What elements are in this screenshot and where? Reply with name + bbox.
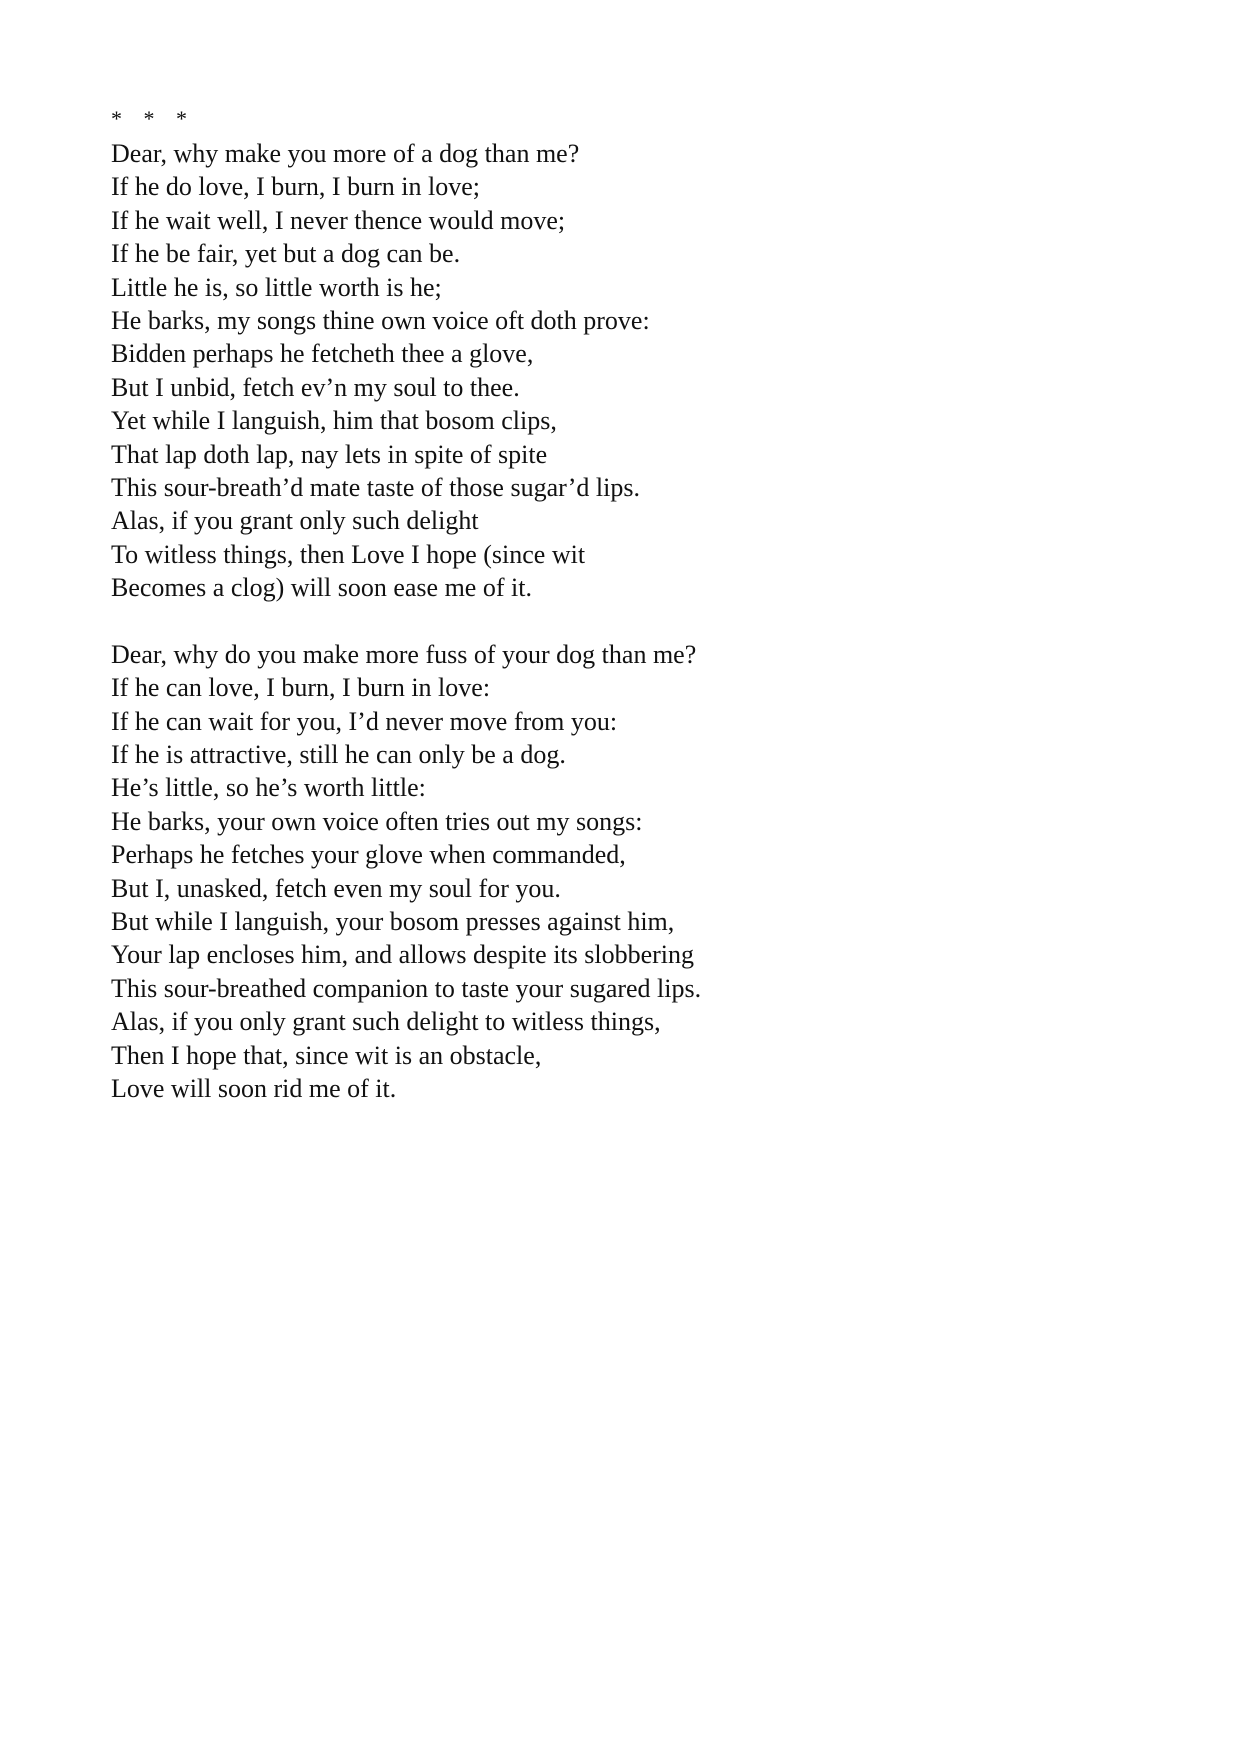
poem-line: But I unbid, fetch ev’n my soul to thee. <box>111 372 520 402</box>
poem-line: Bidden perhaps he fetcheth thee a glove, <box>111 339 534 369</box>
poem-line: If he can wait for you, I’d never move from you: <box>111 706 618 736</box>
stanza-original <box>111 137 1111 605</box>
poem-line: Dear, why do you make more fuss of your dog than me? <box>111 639 697 669</box>
poem-line: This sour-breathed companion to taste your sugared lips. <box>111 973 702 1003</box>
poem-line: This sour-breath’d mate taste of those sugar’d lips. <box>111 473 640 503</box>
poem-line: He barks, your own voice often tries out my songs: <box>111 806 643 836</box>
poem-line: That lap doth lap, nay lets in spite of spite <box>111 439 548 469</box>
poem-content <box>111 107 1111 1105</box>
poem-line: If he wait well, I never thence would move; <box>111 205 566 235</box>
poem-line: He barks, my songs thine own voice oft doth prove: <box>111 306 650 336</box>
stanza-gap <box>111 605 1111 638</box>
poem-line: Alas, if you only grant such delight to witless things, <box>111 1007 661 1037</box>
poem-line: If he can love, I burn, I burn in love: <box>111 673 491 703</box>
poem-line: Then I hope that, since wit is an obstacle, <box>111 1040 542 1070</box>
poem-line: Dear, why make you more of a dog than me? <box>111 139 580 168</box>
poem-line: Perhaps he fetches your glove when commanded, <box>111 840 626 870</box>
poem-line: Your lap encloses him, and allows despite its slobbering <box>111 940 695 970</box>
poem-line: If he do love, I burn, I burn in love; <box>111 172 480 202</box>
poem-line: Becomes a clog) will soon ease me of it. <box>111 573 532 603</box>
poem-line: Little he is, so little worth is he; <box>111 272 442 302</box>
stanza-translation <box>111 638 1111 1106</box>
poem-line: He’s little, so he’s worth little: <box>111 773 426 803</box>
poem-line: To witless things, then Love I hope (since wit <box>111 539 586 569</box>
poem-line: Alas, if you grant only such delight <box>111 506 479 536</box>
poem-line: Love will soon rid me of it. <box>111 1073 397 1103</box>
poem-line: If he is attractive, still he can only be a dog. <box>111 739 566 769</box>
poem-line: Yet while I languish, him that bosom clips, <box>111 406 557 436</box>
section-separator: * * * <box>111 106 187 131</box>
poem-line: But I, unasked, fetch even my soul for you. <box>111 873 561 903</box>
poem-line: But while I languish, your bosom presses against him, <box>111 906 675 936</box>
poem-line: If he be fair, yet but a dog can be. <box>111 239 461 269</box>
